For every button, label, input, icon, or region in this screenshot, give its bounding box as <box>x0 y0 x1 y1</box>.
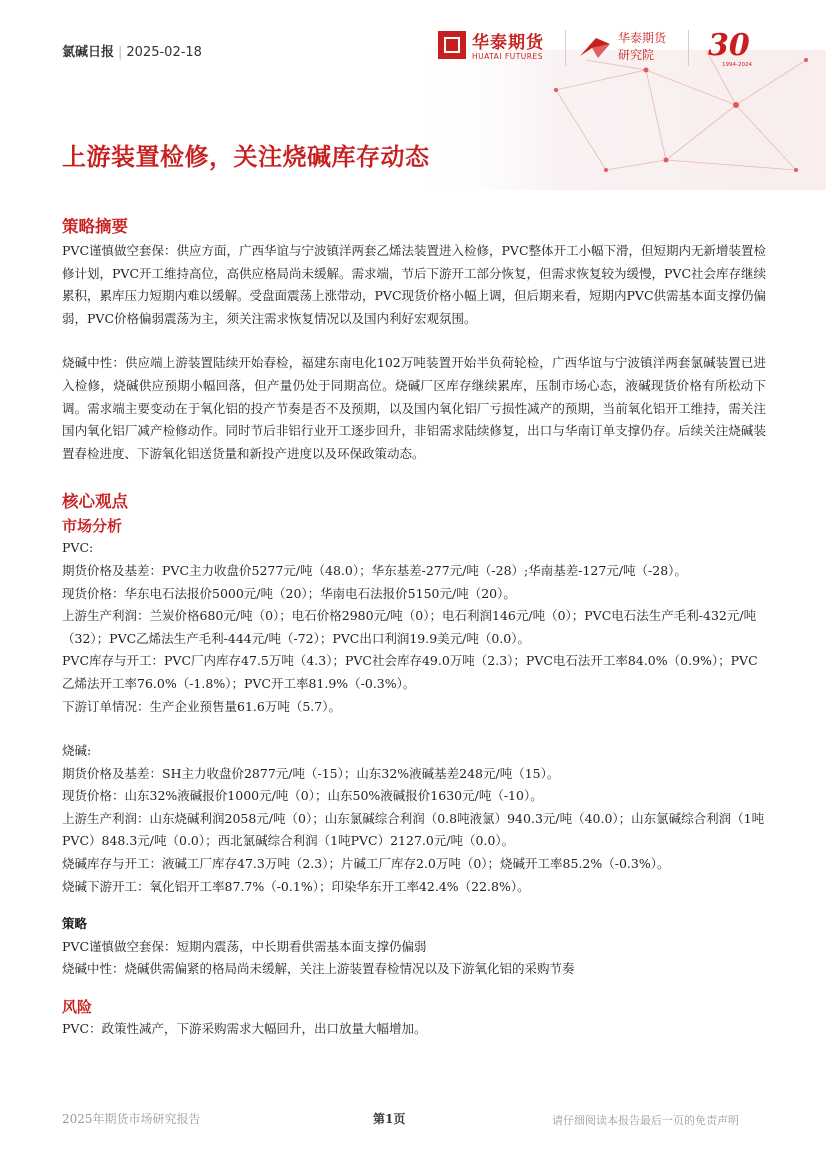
header-separator: | <box>118 45 123 60</box>
brand-name: 华泰期货 <box>472 33 544 53</box>
anniversary-years: 1994-2024 <box>722 62 752 68</box>
summary-paragraph-pvc: PVC谨慎做空套保：供应方面，广西华谊与宁波镇洋两套乙烯法装置进入检修，PVC整体开工小幅下滑，但短期内无新增装置检修计划，PVC开工维持高位，高供应格局尚未缓解。需求端，节后下游开工部分恢复，但需求恢复较为缓慢，PVC社会库存继续累积，累库压力短期内难以缓解。受盘面震荡上涨带动，PVC现货价格小幅上调，但后期来看，短期内PVC供需基本面支撑仍偏弱，PVC价格偏弱震荡为主，须关注需求恢复情况以及国内利好宏观氛围。 <box>62 243 767 326</box>
research-line2: 研究院 <box>618 48 655 62</box>
strategy-pvc-line: PVC谨慎做空套保：短期内震荡，中长期看供需基本面支撑仍偏弱 <box>62 938 427 954</box>
pvc-spot-line: 现货价格：华东电石法报价5000元/吨（20）；华南电石法报价5150元/吨（20）。 <box>62 585 516 601</box>
caustic-futures-line: 期货价格及基差：SH主力收盘价2877元/吨（-15）；山东32%液碱基差248元/吨（15）。 <box>62 765 560 781</box>
logo-divider-2 <box>688 30 689 66</box>
page-header <box>0 0 826 190</box>
research-mark-icon <box>578 32 612 62</box>
risk-heading: 风险 <box>62 998 93 1017</box>
header-network-decoration <box>406 50 826 190</box>
page-title: 上游装置检修，关注烧碱库存动态 <box>62 143 430 171</box>
page-number: 第1页 <box>373 1112 406 1126</box>
footer-report-name: 2025年期货市场研究报告 <box>62 1112 201 1126</box>
pvc-orders-line: 下游订单情况：生产企业预售量61.6万吨（5.7）。 <box>62 698 341 714</box>
caustic-profit-line: 上游生产利润：山东烧碱利润2058元/吨（0）；山东氯碱综合利润（0.8吨液氯）940.3元/吨（40.0）；山东氯碱综合利润（1吨PVC）848.3元/吨（0.0）；西北氯碱综合利润（1吨PVC）2127.0元/吨（0.0）。 <box>62 810 765 849</box>
report-type-line <box>62 41 202 60</box>
strategy-caustic-line: 烧碱中性：烧碱供需偏紧的格局尚未缓解，关注上游装置春检情况以及下游氧化铝的采购节奏 <box>62 961 575 977</box>
research-institute-name <box>618 30 666 64</box>
logo-divider <box>565 30 566 66</box>
pvc-inventory-line: PVC库存与开工：PVC厂内库存47.5万吨（4.3）；PVC社会库存49.0万吨（2.3）；PVC电石法开工率84.0%（0.9%）；PVC乙烯法开工率76.0%（-1.8%）；PVC开工率81.9%（-0.3%）。 <box>62 653 758 691</box>
huatai-logo-icon <box>438 31 466 59</box>
pvc-futures-line: 期货价格及基差：PVC主力收盘价5277元/吨（48.0）；华东基差-277元/吨（-28）;华南基差-127元/吨（-28）。 <box>62 562 687 578</box>
market-analysis-heading: 市场分析 <box>62 517 123 536</box>
page-footer <box>0 1100 826 1169</box>
pvc-label: PVC: <box>62 540 94 556</box>
caustic-label: 烧碱: <box>62 743 92 759</box>
report-date: 2025-02-18 <box>126 45 202 60</box>
summary-paragraph-caustic: 烧碱中性：供应端上游装置陆续开始春检，福建东南电化102万吨装置开始半负荷轮检，广西华谊与宁波镇洋两套氯碱装置已进入检修，烧碱供应预期小幅回落，但产量仍处于同期高位。烧碱厂区库存继续累库，压制市场心态，液碱现货价格有所松动下调。需求端主要变动在于氧化铝的投产节奏是否不及预期，以及国内氧化铝厂亏损性减产的预期，当前氧化铝开工维持，需关注国内氧化铝厂减产检修动作。同时节后非铝行业开工逐步回升，非铝需求陆续修复，出口与华南订单支撑仍存。后续关注烧碱装置春检进度、下游氧化铝送货量和新投产进度以及环保政策动态。 <box>62 355 766 461</box>
strategy-heading: 策略 <box>62 916 88 932</box>
risk-pvc-line: PVC：政策性减产，下游采购需求大幅回升，出口放量大幅增加。 <box>62 1021 427 1037</box>
strategy-summary-heading: 策略摘要 <box>62 217 128 236</box>
huatai-futures-logo <box>438 28 558 68</box>
caustic-downstream-line: 烧碱下游开工：氧化铝开工率87.7%（-0.1%）；印染华东开工率42.4%（22.8%）。 <box>62 878 530 894</box>
anniversary-number: 30 <box>708 28 750 63</box>
research-institute-logo <box>578 28 688 68</box>
core-views-heading: 核心观点 <box>62 492 128 512</box>
anniversary-30-logo <box>700 25 770 69</box>
caustic-inventory-line: 烧碱库存与开工：液碱工厂库存47.3万吨（2.3）；片碱工厂库存2.0万吨（0）；烧碱开工率85.2%（-0.3%）。 <box>62 856 670 872</box>
disclaimer-note: 请仔细阅读本报告最后一页的免责声明 <box>552 1114 739 1127</box>
report-type: 氯碱日报 <box>62 45 115 60</box>
caustic-spot-line: 现货价格：山东32%液碱报价1000元/吨（0）；山东50%液碱报价1630元/吨（-10）。 <box>62 788 543 804</box>
pvc-profit-line: 上游生产利润：兰炭价格680元/吨（0）；电石价格2980元/吨（0）；电石利润146元/吨（0）；PVC电石法生产毛利-432元/吨（32）；PVC乙烯法生产毛利-444元/吨（-72）；PVC出口利润19.9美元/吨（0.0）。 <box>62 608 757 646</box>
research-line1: 华泰期货 <box>618 31 667 45</box>
report-content <box>62 214 766 1041</box>
brand-name-en: HUATAI FUTURES <box>472 52 543 61</box>
